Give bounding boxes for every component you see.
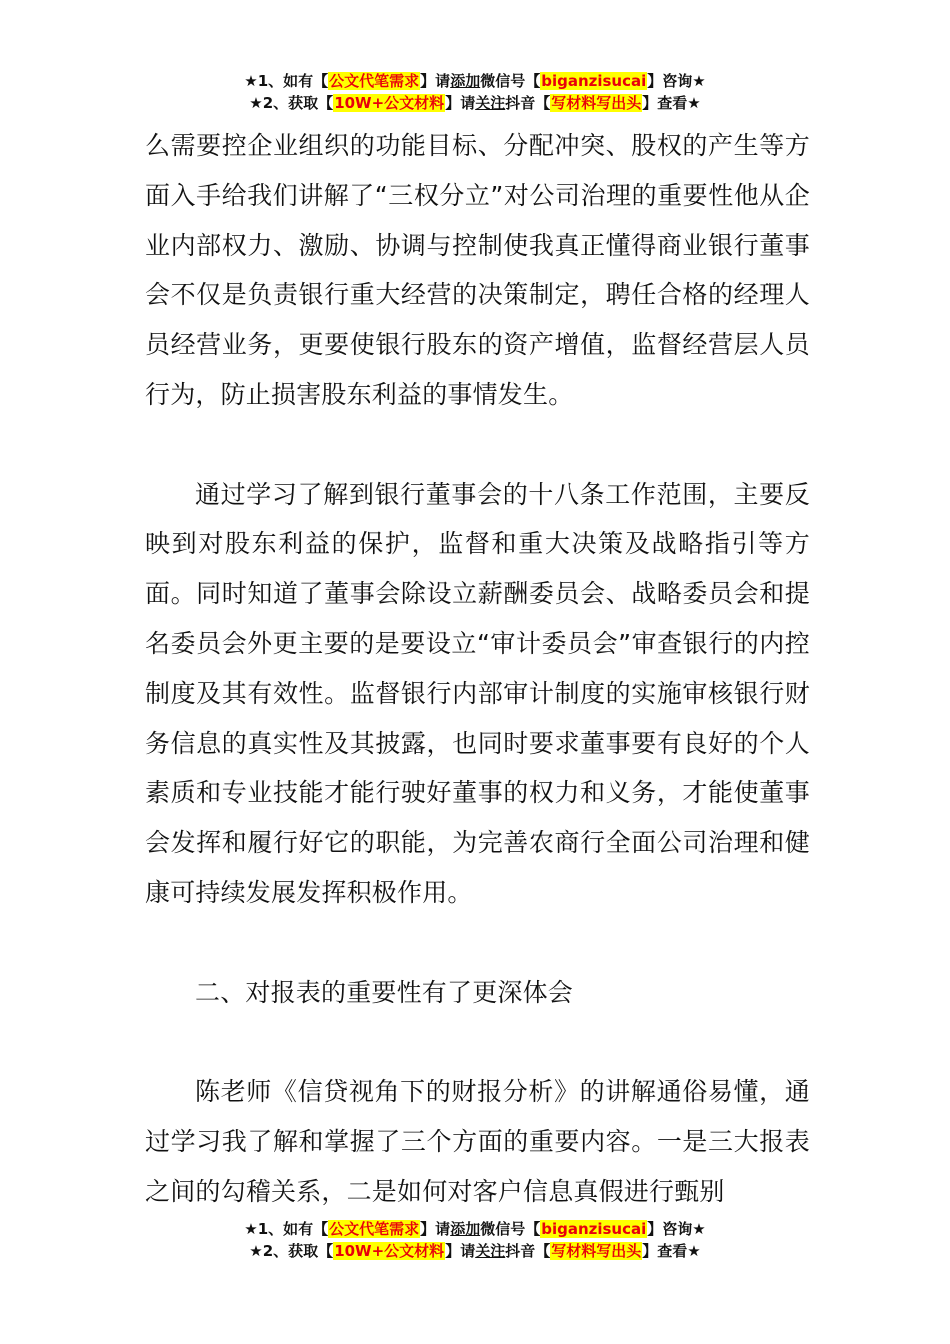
- banner-text-underlined: 关注: [475, 94, 506, 112]
- section-heading: 二、对报表的重要性有了更深体会: [195, 977, 574, 1007]
- banner-text: 】请: [445, 1242, 476, 1260]
- paragraph: 通过学习了解到银行董事会的十八条工作范围，主要反映到对股东利益的保护，监督和重大决策及战略指引等方面。同时知道了董事会除设立薪酬委员会、战略委员会和提名委员会外更主要的是要设立“审计委员会”审查银行的内控制度及其有效性。监督银行内部审计制度的实施审核银行财务信息的真实性及其披露，也同时要求董事要有良好的个人素质和专业技能才能行驶好董事的权力和义务，才能使董事会发挥和履行好它的职能，为完善农商行全面公司治理和健康可持续发展发挥积极作用。: [145, 479, 810, 907]
- banner-text-underlined: 添加: [450, 1220, 481, 1238]
- banner-line-2: [0, 1240, 950, 1262]
- document-body: [145, 121, 810, 1217]
- paragraph: 么需要控企业组织的功能目标、分配冲突、股权的产生等方面入手给我们讲解了“三权分立”对公司治理的重要性他从企业内部权力、激励、协调与控制使我真正懂得商业银行董事会不仅是负责银行重大经营的决策制定，聘任合格的经理人员经营业务，更要使银行股东的资产增值，监督经营层人员行为，防止损害股东利益的事情发生。: [145, 131, 810, 409]
- banner-text: ★2、获取【: [249, 1242, 334, 1260]
- banner-text: 】咨询★: [647, 1220, 706, 1238]
- banner-text: 】查看★: [642, 1242, 701, 1260]
- highlight-service: 公文代笔需求: [329, 72, 420, 90]
- highlight-wechat-id: biganzisucai: [541, 1220, 647, 1238]
- highlight-douyin-account: 写材料写出头: [551, 1242, 642, 1260]
- banner-text: 】请: [420, 1220, 451, 1238]
- highlight-materials: 10W+公文材料: [334, 94, 445, 112]
- banner-text: 】请: [445, 94, 476, 112]
- banner-text-underlined: 关注: [475, 1242, 506, 1260]
- banner-line-2: [0, 92, 950, 114]
- banner-text: 抖音【: [505, 94, 551, 112]
- banner-text: 】查看★: [642, 94, 701, 112]
- banner-text: 】咨询★: [647, 72, 706, 90]
- banner-text: ★2、获取【: [249, 94, 334, 112]
- header-banner: [0, 70, 950, 114]
- banner-line-1: [0, 70, 950, 92]
- banner-text: 微信号【: [480, 1220, 541, 1238]
- banner-text-underlined: 添加: [450, 72, 481, 90]
- banner-text: 微信号【: [480, 72, 541, 90]
- highlight-wechat-id: biganzisucai: [541, 72, 647, 90]
- banner-text: 抖音【: [505, 1242, 551, 1260]
- banner-text: ★1、如有【: [244, 1220, 329, 1238]
- highlight-materials: 10W+公文材料: [334, 1242, 445, 1260]
- banner-text: ★1、如有【: [244, 72, 329, 90]
- footer-banner: [0, 1218, 950, 1262]
- highlight-service: 公文代笔需求: [329, 1220, 420, 1238]
- banner-line-1: [0, 1218, 950, 1240]
- banner-text: 】请: [420, 72, 451, 90]
- paragraph: 陈老师《信贷视角下的财报分析》的讲解通俗易懂，通过学习我了解和掌握了三个方面的重要内容。一是三大报表之间的勾稽关系，二是如何对客户信息真假进行甄别: [145, 1077, 810, 1206]
- highlight-douyin-account: 写材料写出头: [551, 94, 642, 112]
